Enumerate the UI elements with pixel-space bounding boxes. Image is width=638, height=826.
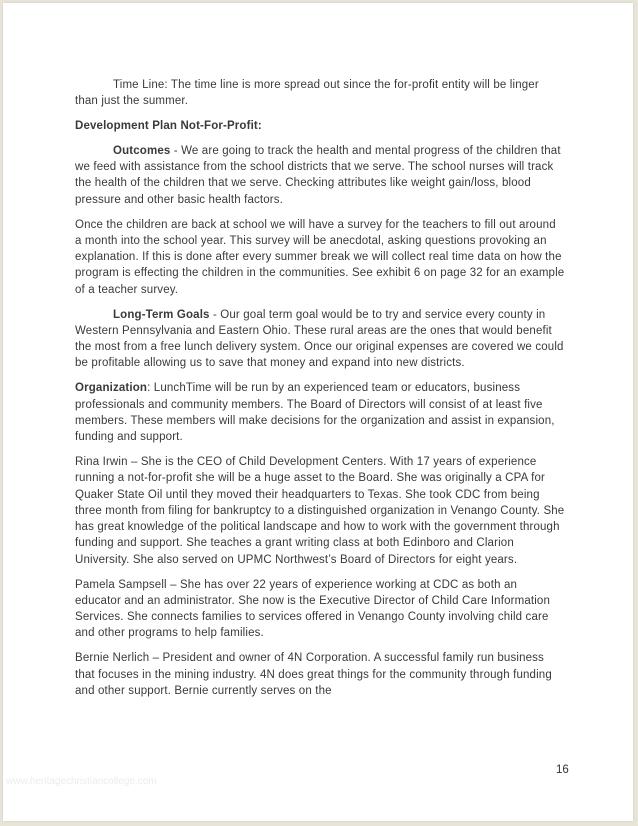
- page-number: 16: [556, 764, 569, 776]
- organization-text: : LunchTime will be run by an experienced team or educators, business professionals and community members. The Board of Directors will consist of at least five members. These members will make decisions for the organization and assist in expansion, funding and support.: [75, 382, 555, 444]
- document-body: [75, 77, 565, 708]
- outcomes-paragraph: [75, 143, 565, 208]
- organization-paragraph: [75, 380, 565, 445]
- organization-label: Organization: [75, 382, 148, 395]
- long-term-goals-paragraph: [75, 307, 565, 372]
- long-term-goals-label: Long-Term Goals: [113, 308, 210, 321]
- outcomes-label: Outcomes: [113, 144, 171, 157]
- outcomes-text: - We are going to track the health and mental progress of the children that we feed with assistance from the school districts that we serve. The school nurses will track the health of the children that we serve. Checking attributes like weight gain/loss, blood pressure and other basic health factors.: [75, 144, 561, 206]
- document-page: [3, 3, 633, 821]
- rina-irwin-paragraph: Rina Irwin – She is the CEO of Child Development Centers. With 17 years of experience running a not-for-profit she will be a huge asset to the Board. She was originally a CPA for Quaker State Oil until they moved their headquarters to Texas. She took CDC from being three month from filing for bankruptcy to a distinguished organization in Venango County. She has great knowledge of the political landscape and how to work with the government through funding and support. She teaches a grant writing class at both Edinboro and Clarion University. She also served on UPMC Northwest’s Board of Directors for eight years.: [75, 455, 565, 566]
- survey-paragraph: Once the children are back at school we will have a survey for the teachers to fill out around a month into the school year. This survey will be anecdotal, asking questions provoking an explanation. If this is done after every summer break we will collect real time data on how the program is effecting the children in the communities. See exhibit 6 on page 32 for an example of a teacher survey.: [75, 218, 565, 296]
- watermark: www.heritagechristiancollege.com: [6, 776, 157, 787]
- bernie-nerlich-paragraph: Bernie Nerlich – President and owner of 4N Corporation. A successful family run business that focuses in the mining industry. 4N does great things for the community through funding and other support. Bernie currently serves on the: [75, 652, 552, 697]
- pamela-sampsell-paragraph: Pamela Sampsell – She has over 22 years of experience working at CDC as both an educator and an administrator. She now is the Executive Director of Child Care Information Services. She connects families to services offered in Venango County involving child care and other programs to help families.: [75, 578, 551, 640]
- timeline-paragraph: Time Line: The time line is more spread out since the for-profit entity will be linger than just the summer.: [75, 79, 539, 108]
- development-plan-heading: Development Plan Not-For-Profit:: [75, 120, 262, 133]
- long-term-goals-text: - Our goal term goal would be to try and service every county in Western Pennsylvania and Eastern Ohio. These rural areas are the ones that would benefit the most from a free lunch delivery system. Once our original expenses are covered we could be profitable allowing us to save that money and expand into new districts.: [75, 308, 564, 370]
